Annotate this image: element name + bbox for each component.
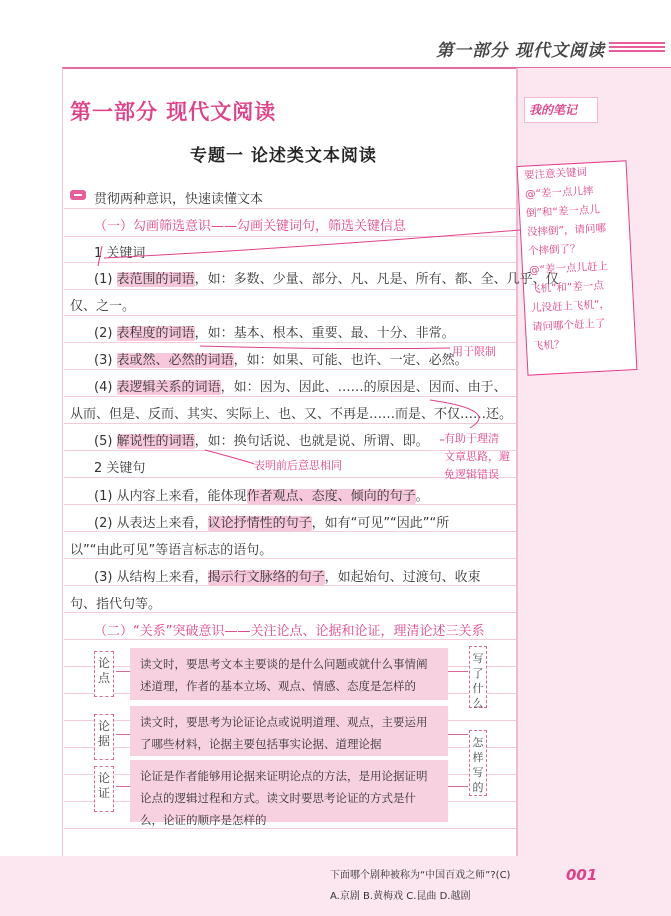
diagram-arrow (116, 734, 130, 735)
diagram-arrow (448, 671, 468, 672)
diagram-side-how: 怎样写的 (469, 730, 487, 796)
diagram-arrow (116, 786, 130, 787)
keyword-item-1-cont: 仅、之一。 (70, 299, 136, 314)
diagram-arrow (448, 786, 468, 787)
diagram-arrow (448, 734, 468, 735)
part-title: 第一部分 现代文阅读 (70, 100, 277, 124)
key-sentence-1: (1) 从内容上来看，能体现作者观点、态度、倾向的句子。 (94, 489, 429, 504)
note-line: 要注意关键词 (523, 166, 588, 182)
annotation-limit: 用于限制 (452, 345, 496, 358)
keyword-item-4: (4) 表逻辑关系的词语，如：因为、因此、……的原因是、因而、由于、 (94, 380, 507, 395)
note-line: 倒”和“差一点儿 (525, 203, 601, 220)
annotation-logic-1: 有助于理清 (444, 432, 499, 445)
note-line: 没摔倒”，请问哪 (526, 222, 607, 239)
annotation-meaning: 表明前后意思相同 (254, 459, 342, 472)
footer-options: A.京剧 B.黄梅戏 C.昆曲 D.越剧 (330, 891, 471, 902)
note-line: @“差一点儿赶上 (528, 260, 609, 277)
keyword-item-4-cont: 从而、但是、反而、其实、实际上、也、又、不再是……而是、不仅……还。 (70, 407, 513, 422)
header-title: 第一部分 现代文阅读 (436, 41, 605, 61)
diagram-box-argument: 读文时，要思考文本主要谈的是什么问题或就什么事情阐述道理，作者的基本立场、观点、情感、态度是怎样的 (130, 648, 448, 700)
subheading-2: （二）“关系”突破意识——关注论点、论据和论证，理清论述三关系 (94, 624, 485, 639)
diagram-box-evidence: 读文时，要思考为论证论点或说明道理、观点，主要运用了哪些材料，论据主要包括事实论据、道理论据 (130, 706, 448, 756)
diagram-box-reasoning: 论证是作者能够用论据来证明论点的方法，是用论据证明论点的逻辑过程和方式。读文时要思考论证的方式是什么，论证的顺序是怎样的 (130, 760, 448, 822)
key-sentence-3-cont: 句、指代句等。 (70, 597, 162, 612)
page-number: 001 (566, 866, 598, 884)
keyword-item-1: (1) 表范围的词语，如：多数、少量、部分、凡、凡是、所有、都、全、几乎、仅 (94, 272, 559, 287)
note-line: 飞机？ (532, 338, 565, 353)
key-sentence-2-cont: 以”“由此可见”等语言标志的语句。 (70, 543, 273, 558)
note-line: 儿没赶上飞机”， (530, 298, 611, 315)
keyword-item-3: (3) 表或然、必然的词语，如：如果、可能、也许、一定、必然。 (94, 353, 468, 368)
keywords-title: 1 关键词 (94, 246, 146, 261)
key-sentence-3: (3) 从结构上来看，揭示行文脉络的句子，如起始句、过渡句、收束 (94, 570, 481, 585)
topic-title: 专题一 论述类文本阅读 (190, 146, 377, 166)
diagram-arrow (116, 671, 130, 672)
key-sentence-2: (2) 从表达上来看，议论抒情性的句子，如有“可见”“因此”“所 (94, 516, 450, 531)
annotation-logic-3: 免逻辑错误 (444, 468, 499, 481)
keyword-item-5: (5) 解说性的词语，如：换句话说、也就是说、所谓、即。 (94, 434, 429, 449)
diagram-label-evidence: 论据 (94, 714, 114, 760)
note-line: 飞机”和“差一点 (529, 279, 605, 296)
footer (0, 856, 671, 916)
note-line: @“差一点儿摔 (524, 185, 594, 201)
annotation-logic-2: 文章思路，避 (444, 450, 510, 463)
keyword-item-2: (2) 表程度的词语，如：基本、根本、重要、最、十分、非常。 (94, 326, 455, 341)
subheading-1: （一）勾画筛选意识——勾画关键词句，筛选关键信息 (94, 219, 407, 234)
heading-1: 贯彻两种意识，快速读懂文本 (94, 192, 264, 207)
my-notes-label: 我的笔记 (529, 103, 578, 117)
footer-question: 下面哪个剧种被称为“中国百戏之师”?(C) (330, 870, 511, 881)
key-sentences-title: 2 关键句 (94, 461, 146, 476)
diagram-label-argument: 论点 (94, 651, 114, 697)
note-line: 请问哪个赶上了 (531, 317, 606, 334)
diagram-side-what: 写了什么 (469, 646, 487, 708)
note-line: 个摔倒了？ (527, 242, 581, 258)
diagram-label-reasoning: 论证 (94, 766, 114, 812)
